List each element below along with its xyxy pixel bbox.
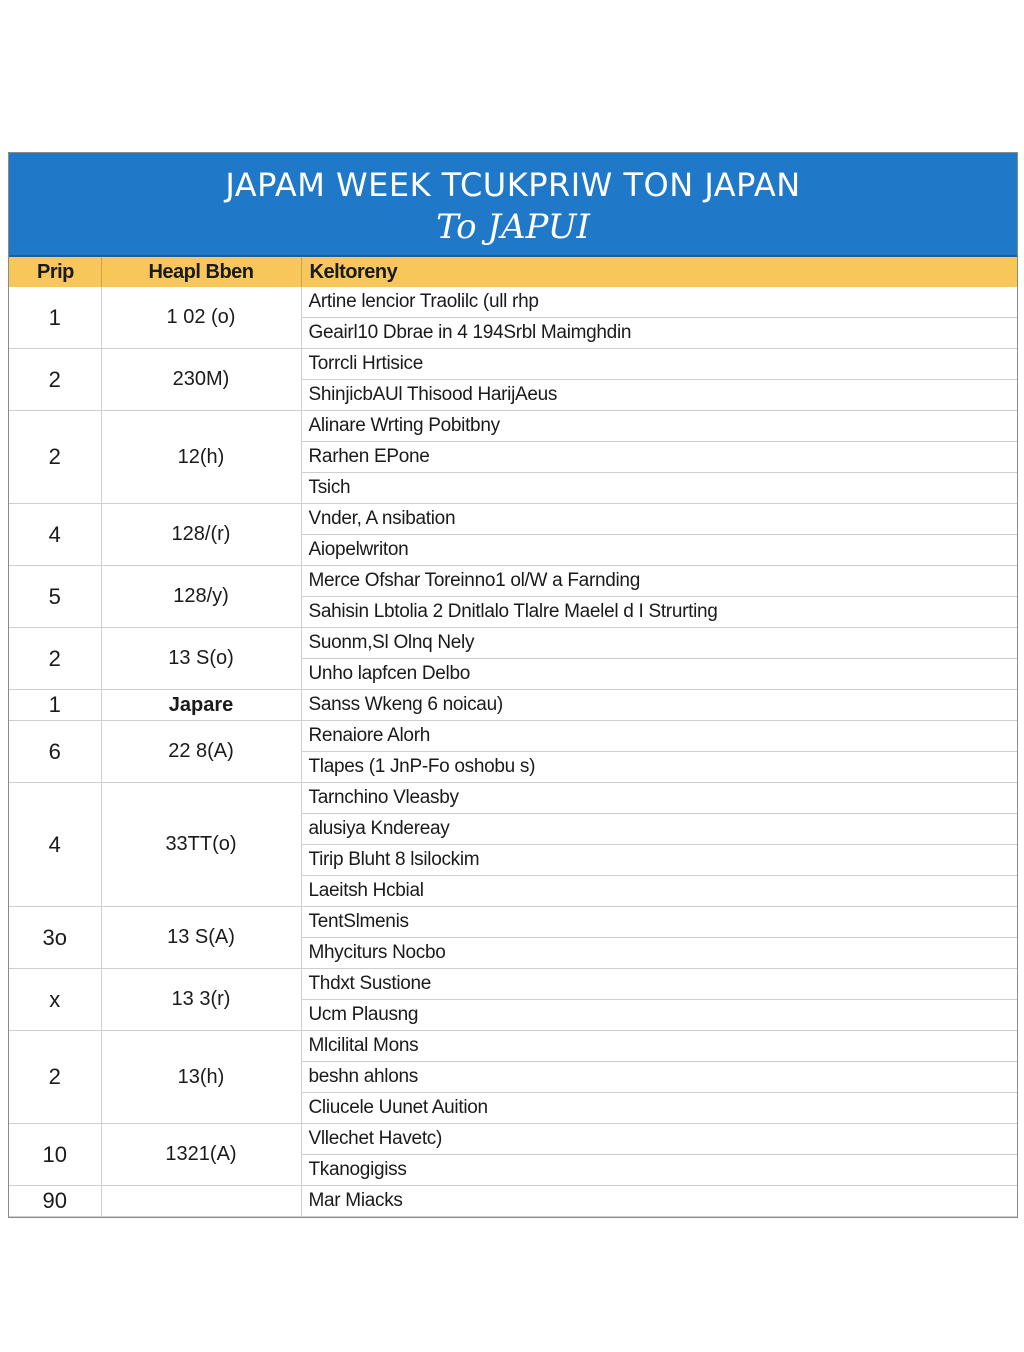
activity-cell: Alinare Wrting Pobitbny (301, 411, 1017, 442)
table-row (9, 628, 1017, 659)
column-header-number: Prip (9, 257, 101, 287)
trip-number: 5 (9, 566, 101, 628)
trip-number: 4 (9, 504, 101, 566)
table-row (9, 969, 1017, 1000)
activity-cell: Unho lapfcen Delbo (301, 659, 1017, 690)
activity-cell: Sahisin Lbtolia 2 Dnitlalo Tlalre Maelel d I Strurting (301, 597, 1017, 628)
itinerary-table (9, 257, 1017, 1217)
column-header-price: Heapl Bben (101, 257, 301, 287)
activity-cell: Tlapes (1 JnP-Fo oshobu s) (301, 752, 1017, 783)
activity-cell: Suonm,Sl Olnq Nely (301, 628, 1017, 659)
table-row (9, 690, 1017, 721)
activity-cell: Torrcli Hrtisice (301, 349, 1017, 380)
activity-cell: Tsich (301, 473, 1017, 504)
table-row (9, 1031, 1017, 1062)
activity-cell: Tirip Bluht 8 lsilockim (301, 845, 1017, 876)
activity-cell: Laeitsh Hcbial (301, 876, 1017, 907)
table-row (9, 1124, 1017, 1155)
price-cell: 1321(A) (101, 1124, 301, 1186)
activity-cell: Mar Miacks (301, 1186, 1017, 1217)
activity-cell: Merce Ofshar Toreinno1 ol/W a Farnding (301, 566, 1017, 597)
trip-number: 1 (9, 690, 101, 721)
header-row (9, 257, 1017, 287)
trip-number: 2 (9, 411, 101, 504)
activity-cell: Ucm Plausng (301, 1000, 1017, 1031)
table-row (9, 504, 1017, 535)
trip-number: 2 (9, 628, 101, 690)
price-cell: 33TT(o) (101, 783, 301, 907)
title-banner (9, 153, 1017, 257)
activity-cell: beshn ahlons (301, 1062, 1017, 1093)
price-cell: 230M) (101, 349, 301, 411)
price-cell: 12(h) (101, 411, 301, 504)
activity-cell: Sanss Wkeng 6 noicau) (301, 690, 1017, 721)
price-cell: 13 S(A) (101, 907, 301, 969)
column-header-activity: Keltoreny (301, 257, 1017, 287)
activity-cell: Geairl10 Dbrae in 4 194Srbl Maimghdin (301, 318, 1017, 349)
price-cell (101, 1186, 301, 1217)
price-cell: 13(h) (101, 1031, 301, 1124)
table-row (9, 349, 1017, 380)
activity-cell: Aiopelwriton (301, 535, 1017, 566)
activity-cell: alusiya Kndereay (301, 814, 1017, 845)
activity-cell: Tkanogigiss (301, 1155, 1017, 1186)
activity-cell: ShinjicbAUl Thisood HarijAeus (301, 380, 1017, 411)
price-cell: 13 S(o) (101, 628, 301, 690)
table-row (9, 566, 1017, 597)
activity-cell: Mhyciturs Nocbo (301, 938, 1017, 969)
activity-cell: Renaiore Alorh (301, 721, 1017, 752)
trip-number: x (9, 969, 101, 1031)
trip-number: 2 (9, 349, 101, 411)
table-row (9, 783, 1017, 814)
price-cell: 128/y) (101, 566, 301, 628)
price-cell: Japare (101, 690, 301, 721)
banner-title: JAPAM WEEK TCUKPRIW TON JAPAN (225, 166, 801, 204)
itinerary-sheet (8, 152, 1018, 1218)
activity-cell: Artine lencior Traolilc (ull rhp (301, 287, 1017, 318)
activity-cell: Vnder, A nsibation (301, 504, 1017, 535)
table-row (9, 411, 1017, 442)
activity-cell: Rarhen EPone (301, 442, 1017, 473)
trip-number: 90 (9, 1186, 101, 1217)
activity-cell: Cliucele Uunet Auition (301, 1093, 1017, 1124)
table-row (9, 287, 1017, 318)
trip-number: 3o (9, 907, 101, 969)
activity-cell: Tarnchino Vleasby (301, 783, 1017, 814)
trip-number: 4 (9, 783, 101, 907)
activity-cell: Vllechet Havetc) (301, 1124, 1017, 1155)
price-cell: 128/(r) (101, 504, 301, 566)
activity-cell: Mlcilital Mons (301, 1031, 1017, 1062)
trip-number: 10 (9, 1124, 101, 1186)
table-row (9, 1186, 1017, 1217)
activity-cell: TentSlmenis (301, 907, 1017, 938)
table-row (9, 907, 1017, 938)
price-cell: 22 8(A) (101, 721, 301, 783)
trip-number: 1 (9, 287, 101, 349)
trip-number: 2 (9, 1031, 101, 1124)
banner-subtitle: To JAPUI (436, 207, 590, 247)
price-cell: 1 02 (o) (101, 287, 301, 349)
activity-cell: Thdxt Sustione (301, 969, 1017, 1000)
trip-number: 6 (9, 721, 101, 783)
price-cell: 13 3(r) (101, 969, 301, 1031)
table-row (9, 721, 1017, 752)
